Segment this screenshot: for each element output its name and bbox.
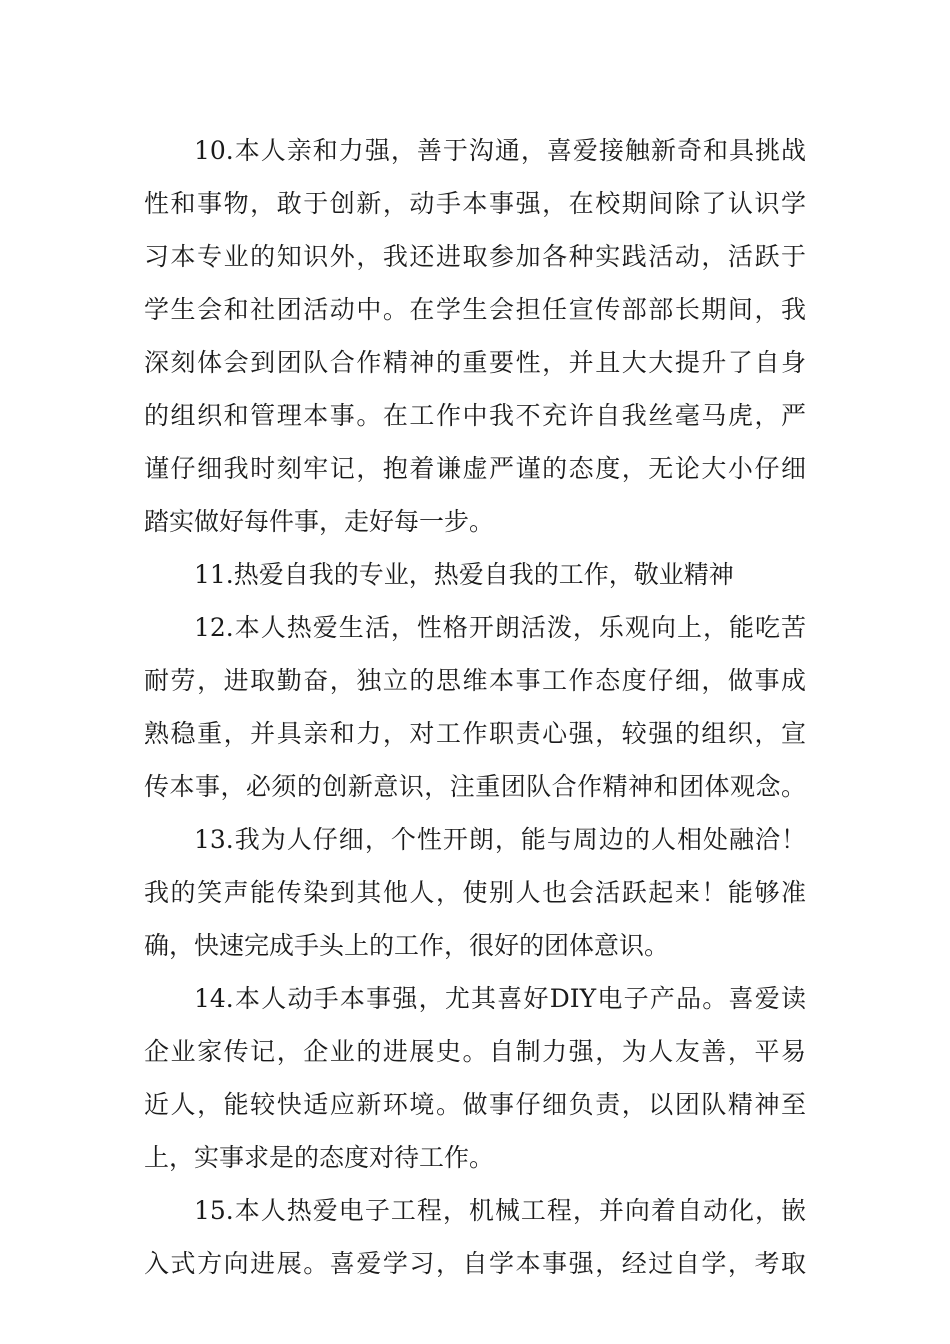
text-line: 我的笑声能传染到其他人，使别人也会活跃起来！能够准 xyxy=(144,878,806,907)
text-line: 耐劳，进取勤奋，独立的思维本事工作态度仔细，做事成 xyxy=(144,666,806,695)
text-line: 谨仔细我时刻牢记，抱着谦虚严谨的态度，无论大小仔细 xyxy=(144,454,806,483)
text-line: 深刻体会到团队合作精神的重要性，并且大大提升了自身 xyxy=(144,348,806,377)
text-line: 企业家传记，企业的进展史。自制力强，为人友善，平易 xyxy=(144,1037,806,1066)
text-line: 上，实事求是的态度对待工作。 xyxy=(144,1143,495,1172)
text-line: 踏实做好每件事，走好每一步。 xyxy=(144,507,495,536)
text-line: 11.热爱自我的专业，热爱自我的工作，敬业精神 xyxy=(194,560,734,589)
text-line: 的组织和管理本事。在工作中我不充许自我丝毫马虎，严 xyxy=(144,401,806,430)
text-line: 入式方向进展。喜爱学习，自学本事强，经过自学，考取 xyxy=(144,1249,806,1278)
text-line: 确，快速完成手头上的工作，很好的团体意识。 xyxy=(144,931,670,960)
text-line: 熟稳重，并具亲和力，对工作职责心强，较强的组织，宣 xyxy=(144,719,806,748)
text-line: 性和事物，敢于创新，动手本事强，在校期间除了认识学 xyxy=(144,189,806,218)
text-line: 14.本人动手本事强，尤其喜好DIY电子产品。喜爱读 xyxy=(194,984,806,1013)
text-line: 学生会和社团活动中。在学生会担任宣传部部长期间，我 xyxy=(144,295,806,324)
text-line: 13.我为人仔细，个性开朗，能与周边的人相处融洽！ xyxy=(194,825,806,854)
text-line: 15.本人热爱电子工程，机械工程，并向着自动化，嵌 xyxy=(194,1196,806,1225)
text-line: 传本事，必须的创新意识，注重团队合作精神和团体观念。 xyxy=(144,772,806,801)
text-line: 12.本人热爱生活，性格开朗活泼，乐观向上，能吃苦 xyxy=(194,613,806,642)
text-line: 近人，能较快适应新环境。做事仔细负责，以团队精神至 xyxy=(144,1090,806,1119)
text-line: 习本专业的知识外，我还进取参加各种实践活动，活跃于 xyxy=(144,242,806,271)
text-line: 10.本人亲和力强，善于沟通，喜爱接触新奇和具挑战 xyxy=(194,136,806,165)
document-body xyxy=(144,124,806,1290)
